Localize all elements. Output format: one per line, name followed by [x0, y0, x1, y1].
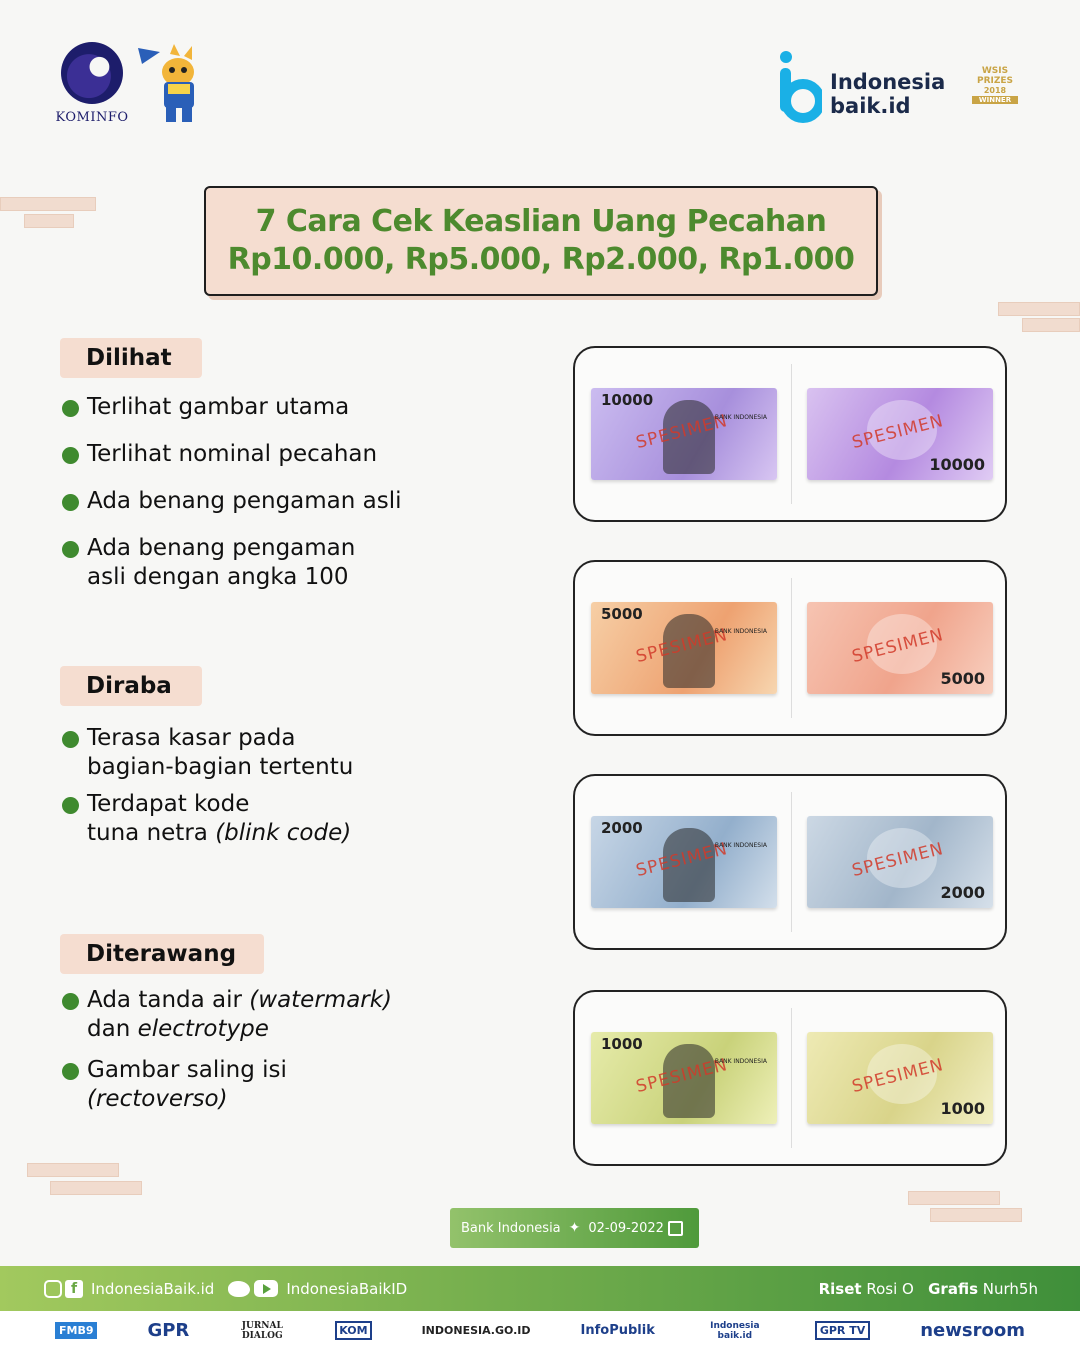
partner-newsroom: newsroom [920, 1320, 1025, 1341]
credits: Riset Rosi O Grafis Nurh5h [818, 1279, 1038, 1298]
banknote-back: SPESIMEN 10000 [807, 388, 993, 480]
partner-logos [0, 1311, 1080, 1350]
award-line4: WINNER [972, 96, 1018, 104]
award-line2: PRIZES [976, 76, 1014, 86]
decor-strip [998, 302, 1080, 316]
award-line1: WSIS [981, 66, 1009, 76]
section-heading-diraba: Diraba [60, 666, 202, 706]
footer-bar [0, 1266, 1080, 1311]
kominfo-logo [50, 42, 134, 125]
decor-strip [50, 1181, 142, 1195]
twitter-icon[interactable] [228, 1281, 250, 1297]
list-item: Terasa kasar pada bagian-bagian tertentu [62, 724, 353, 782]
banknote-front: 5000 SPESIMEN BANK INDONESIA [591, 602, 777, 694]
title-line1: 7 Cara Cek Keaslian Uang Pecahan [255, 204, 827, 239]
partner-gpr: GPR [147, 1320, 190, 1341]
source-badge [450, 1208, 699, 1248]
star-icon: ✦ [568, 1220, 581, 1236]
diraba-list [62, 724, 353, 848]
banknote-panel-1000 [573, 990, 1007, 1166]
banknote-back: SPESIMEN 5000 [807, 602, 993, 694]
partner-infopublik: InfoPublik [580, 1323, 655, 1338]
tv-digital-mascot-icon [134, 42, 204, 124]
diterawang-list [62, 986, 392, 1114]
banknote-front: 10000 SPESIMEN BANK INDONESIA [591, 388, 777, 480]
wsis-award-badge [962, 66, 1028, 128]
decor-strip [27, 1163, 119, 1177]
partner-indonesiabaik: Indonesia baik.id [710, 1320, 760, 1341]
title-line2: Rp10.000, Rp5.000, Rp2.000, Rp1.000 [227, 242, 855, 277]
source-date: 02-09-2022 [588, 1220, 664, 1236]
dilihat-list [62, 393, 402, 592]
banknote-front: 2000 SPESIMEN BANK INDONESIA [591, 816, 777, 908]
title-box [204, 186, 878, 296]
list-item: Gambar saling isi (rectoverso) [62, 1056, 392, 1114]
youtube-icon[interactable] [254, 1280, 278, 1297]
list-item: Ada tanda air (watermark) dan electrotype [62, 986, 392, 1044]
instagram-icon[interactable] [44, 1280, 62, 1298]
partner-gpr-tv: GPR TV [815, 1321, 870, 1340]
award-line3: 2018 [983, 86, 1007, 95]
source-label: Bank Indonesia [461, 1220, 561, 1236]
banknote-panel-5000 [573, 560, 1007, 736]
decor-strip [0, 197, 96, 211]
partner-kom: KOM [335, 1321, 371, 1340]
banknote-panel-2000 [573, 774, 1007, 950]
decor-strip [930, 1208, 1022, 1222]
indonesiabaik-b-icon [778, 50, 822, 124]
list-item: Ada benang pengaman asli dengan angka 100 [62, 534, 402, 592]
indonesiabaik-line1: Indonesia [830, 70, 946, 94]
banknote-panel-10000 [573, 346, 1007, 522]
decor-strip [24, 214, 74, 228]
list-item: Terlihat gambar utama [62, 393, 402, 422]
banknote-back: SPESIMEN 2000 [807, 816, 993, 908]
decor-strip [908, 1191, 1000, 1205]
kominfo-emblem-icon [61, 42, 123, 104]
decor-strip [1022, 318, 1080, 332]
partner-fmb9: FMB9 [55, 1322, 98, 1339]
indonesiabaik-line2: baik.id [830, 94, 911, 118]
partner-indonesia-go-id: INDONESIA.GO.ID [421, 1324, 531, 1337]
list-item: Ada benang pengaman asli [62, 487, 402, 516]
list-item: Terdapat kode tuna netra (blink code) [62, 790, 353, 848]
indonesiabaik-logo [778, 50, 958, 124]
banknote-back: SPESIMEN 1000 [807, 1032, 993, 1124]
calendar-icon [668, 1221, 683, 1236]
facebook-icon[interactable]: f [65, 1280, 83, 1298]
partner-jurnal-dialog: JURNAL DIALOG [241, 1320, 283, 1341]
social-handle-1[interactable]: IndonesiaBaik.id [91, 1279, 215, 1298]
section-heading-diterawang: Diterawang [60, 934, 264, 974]
social-handle-2[interactable]: IndonesiaBaikID [286, 1279, 408, 1298]
banknote-front: 1000 SPESIMEN BANK INDONESIA [591, 1032, 777, 1124]
section-heading-dilihat: Dilihat [60, 338, 202, 378]
kominfo-label: KOMINFO [55, 110, 129, 125]
list-item: Terlihat nominal pecahan [62, 440, 402, 469]
